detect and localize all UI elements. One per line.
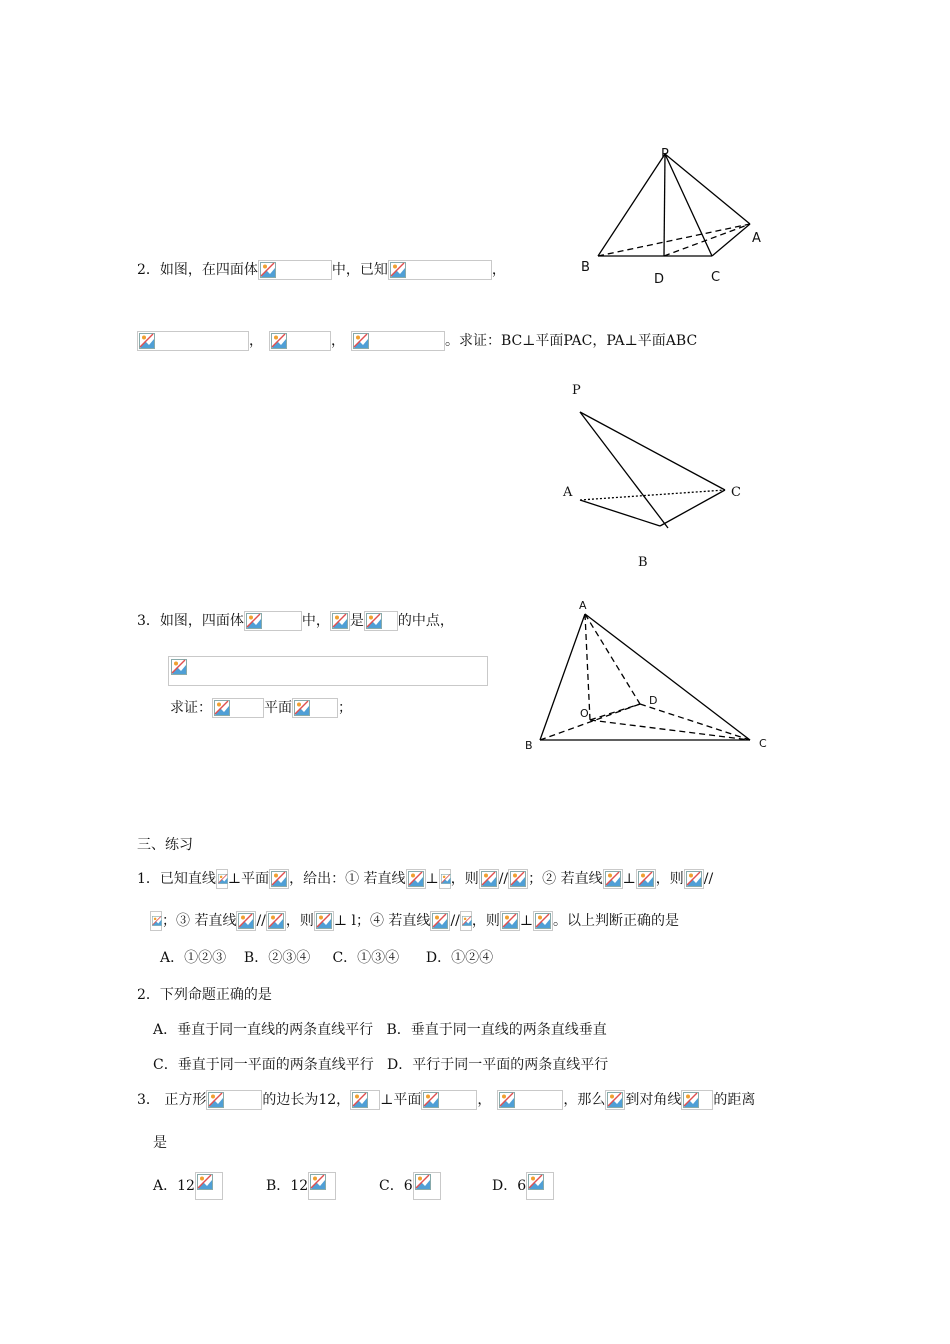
formula-image [526, 1172, 554, 1200]
formula-image [439, 869, 451, 889]
formula-image [351, 331, 445, 351]
exercise-q2-stem: 2．下列命题正确的是 [137, 987, 272, 1003]
problem-text: ， [249, 333, 263, 349]
choice-text: D．6 [492, 1178, 527, 1194]
formula-image [421, 1090, 477, 1110]
problem-text: 平面 [264, 700, 292, 716]
problem-text: 到对角线 [625, 1092, 682, 1108]
problem-text: ⊥ [519, 913, 534, 929]
broken-image-icon [171, 659, 187, 675]
problem-text: ⊥ [425, 871, 439, 887]
formula-image [244, 611, 302, 631]
problem-text: 3． 正方形 [137, 1092, 207, 1108]
problem-text: ，则 [285, 913, 314, 929]
broken-image-icon [260, 262, 276, 278]
problem-text: 如图，在四面体 [159, 262, 258, 278]
broken-image-icon [271, 871, 287, 887]
broken-image-icon [605, 871, 621, 887]
problem-text: ，则 [471, 913, 500, 929]
problem-text: 是 [349, 613, 364, 629]
broken-image-icon [139, 333, 155, 349]
fig1-label-b: B [581, 260, 590, 275]
broken-image-icon [353, 333, 369, 349]
problem-text: ； [338, 700, 352, 716]
formula-image [681, 1090, 713, 1110]
problem-text: 求证： [170, 700, 212, 716]
problem-text: // [256, 913, 266, 929]
fig2-label-c: C [731, 485, 741, 500]
broken-image-icon [316, 913, 332, 929]
formula-image [150, 911, 162, 931]
broken-image-icon [535, 913, 551, 929]
choice-text: A．12 [153, 1178, 195, 1194]
fig1-label-p: P [661, 147, 669, 162]
problem-text: ， [477, 1092, 492, 1108]
exercise-q1-choices: A．①②③ B．②③④ C．①③④ D．①②④ [160, 950, 494, 966]
broken-image-icon [686, 871, 702, 887]
fig1-label-a: A [752, 231, 761, 246]
problem-number: 3． [137, 613, 160, 629]
fig2-label-a: A [563, 485, 573, 500]
formula-image [430, 911, 450, 931]
formula-image [269, 331, 331, 351]
problem-text: ；② 若直线 [528, 871, 603, 887]
formula-image [460, 911, 472, 931]
fig3-label-d: D [649, 694, 658, 707]
formula-image [195, 1172, 223, 1200]
formula-image [406, 869, 426, 889]
problem-text: ，则 [450, 871, 479, 887]
problem-text: 中，已知 [331, 262, 388, 278]
problem-text: 的边长为12， [262, 1092, 351, 1108]
problem-2-line-1 [137, 260, 506, 280]
problem-text: 如图，四面体 [159, 613, 244, 629]
formula-image [413, 1172, 441, 1200]
broken-image-icon [390, 262, 406, 278]
formula-image [479, 869, 499, 889]
formula-image [236, 911, 256, 931]
fig3-label-a: A [579, 599, 587, 612]
exercise-q3-choice-c [379, 1172, 441, 1200]
exercise-q3-line-2: 是 [153, 1135, 167, 1151]
broken-image-icon [208, 1092, 224, 1108]
problem-text: 。求证：BC⊥平面PAC，PA⊥平面ABC [445, 333, 698, 349]
formula-image [258, 260, 332, 280]
fig2-label-p: P [572, 383, 581, 398]
formula-image [508, 869, 528, 889]
broken-image-icon [607, 1092, 623, 1108]
fig1-label-d: D [654, 272, 665, 287]
formula-image [137, 331, 249, 351]
figure-3-tetrahedron [520, 600, 770, 750]
problem-text: 的中点， [397, 613, 454, 629]
exercise-q2-row-2: C．垂直于同一平面的两条直线平行 D．平行于同一平面的两条直线平行 [153, 1057, 609, 1073]
broken-image-icon [510, 871, 526, 887]
formula-image [364, 611, 398, 631]
broken-image-icon [197, 1174, 213, 1190]
broken-image-icon [462, 913, 472, 929]
problem-3-prove [170, 698, 352, 718]
problem-text: // [450, 913, 460, 929]
exercise-q2-row-1: A．垂直于同一直线的两条直线平行 B．垂直于同一直线的两条直线垂直 [153, 1022, 607, 1038]
broken-image-icon [638, 871, 654, 887]
broken-image-icon [218, 871, 228, 887]
problem-text: ， [331, 333, 345, 349]
broken-image-icon [294, 700, 310, 716]
formula-image [314, 911, 334, 931]
fig3-label-c: C [759, 737, 767, 750]
broken-image-icon [499, 1092, 515, 1108]
broken-image-icon [432, 913, 448, 929]
broken-image-icon [268, 913, 284, 929]
broken-image-icon [481, 871, 497, 887]
formula-image [684, 869, 704, 889]
fig1-label-c: C [711, 270, 721, 285]
exercise-q3-choice-d [492, 1172, 554, 1200]
broken-image-icon [441, 871, 451, 887]
problem-2-line-2 [137, 331, 697, 351]
exercise-q3-choice-a [153, 1172, 223, 1200]
formula-image [636, 869, 656, 889]
problem-text: ⊥平面 [227, 871, 270, 887]
broken-image-icon [310, 1174, 326, 1190]
problem-text: ⊥平面 [380, 1092, 422, 1108]
exercise-q3-line-1 [137, 1090, 755, 1110]
fig3-label-b: B [525, 739, 533, 752]
broken-image-icon [366, 613, 382, 629]
problem-text: ，给出：① 若直线 [289, 871, 406, 887]
exercise-heading: 三、练习 [137, 837, 193, 853]
problem-text: 。以上判断正确的是 [553, 913, 680, 929]
formula-image [266, 911, 286, 931]
broken-image-icon [238, 913, 254, 929]
formula-image [212, 698, 264, 718]
formula-image [206, 1090, 262, 1110]
formula-image [533, 911, 553, 931]
broken-image-icon [246, 613, 262, 629]
broken-image-icon [352, 1092, 368, 1108]
problem-text: 1．已知直线 [137, 871, 216, 887]
figure-1-pyramid [590, 148, 780, 293]
problem-text: ⊥ [622, 871, 636, 887]
broken-image-icon [332, 613, 348, 629]
problem-text: 的距离 [713, 1092, 756, 1108]
formula-image [292, 698, 338, 718]
formula-image [605, 1090, 625, 1110]
formula-image [603, 869, 623, 889]
broken-image-icon [271, 333, 287, 349]
broken-image-icon [528, 1174, 544, 1190]
formula-image [308, 1172, 336, 1200]
problem-text: ，则 [655, 871, 684, 887]
broken-image-icon [152, 913, 162, 929]
problem-3-line-1 [137, 611, 454, 631]
broken-image-icon [408, 871, 424, 887]
choice-text: B．12 [266, 1178, 309, 1194]
problem-number: 2． [137, 262, 160, 278]
problem-text: ，那么 [563, 1092, 606, 1108]
choice-text: C．6 [379, 1178, 413, 1194]
problem-text: ， [491, 262, 506, 278]
formula-image [500, 911, 520, 931]
problem-text: ；③ 若直线 [162, 913, 237, 929]
broken-image-icon [415, 1174, 431, 1190]
broken-image-icon [423, 1092, 439, 1108]
exercise-q1-line-1 [137, 869, 713, 889]
problem-text: ⊥ l；④ 若直线 [333, 913, 431, 929]
fig2-label-b: B [638, 555, 648, 570]
broken-image-icon [502, 913, 518, 929]
exercise-q1-line-2 [150, 911, 679, 931]
problem-text: // [498, 871, 509, 887]
formula-image [216, 869, 228, 889]
formula-image [330, 611, 350, 631]
broken-image-icon [214, 700, 230, 716]
formula-image [269, 869, 289, 889]
formula-image [388, 260, 492, 280]
formula-image [350, 1090, 380, 1110]
broken-image-icon [683, 1092, 699, 1108]
formula-image [497, 1090, 563, 1110]
problem-text: // [703, 871, 714, 887]
problem-3-condition-image [168, 656, 488, 686]
figure-2-tetrahedron [570, 400, 740, 540]
fig3-label-o: O [580, 707, 589, 720]
problem-text: 中， [301, 613, 330, 629]
exercise-q3-choice-b [266, 1172, 336, 1200]
